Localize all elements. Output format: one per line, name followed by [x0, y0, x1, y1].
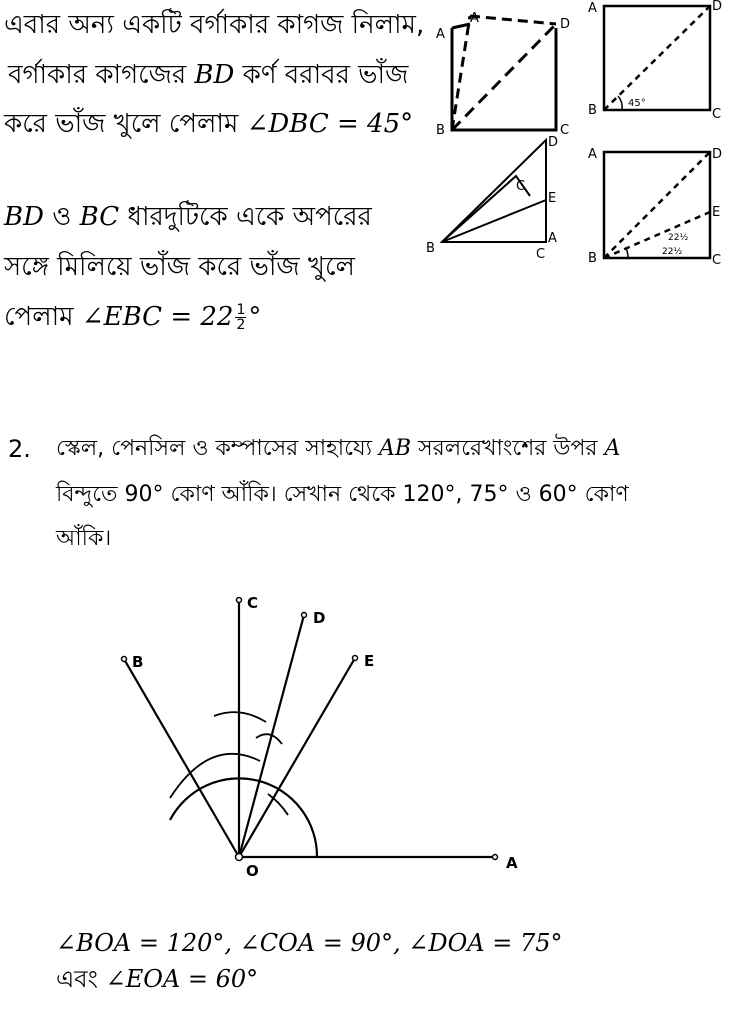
point-c [237, 598, 242, 603]
para2-sym-bc: BC [79, 202, 120, 232]
fig-b-label-a: A [588, 1, 597, 16]
para2-line1 [4, 200, 372, 234]
fig-square-bisected [588, 146, 723, 268]
label-d: D [313, 609, 326, 627]
label-b: B [132, 653, 144, 671]
frac-num: 1 [236, 302, 246, 318]
fig-folded-triangle [424, 130, 584, 260]
result-line2-pre: এবং [56, 965, 98, 993]
compass-arc-main [170, 778, 317, 857]
item2-line1-pre: স্কেল, পেনসিল ও কম্পাসের সাহায্যে [56, 436, 373, 461]
fig-c-label-c-bottom: C [536, 247, 546, 262]
frac-den: 2 [236, 317, 246, 333]
label-e: E [364, 652, 375, 670]
fig-d-label-c: C [712, 253, 722, 268]
point-d [302, 613, 307, 618]
result-line1: ∠BOA = 120°, ∠COA = 90°, ∠DOA = 75° [56, 929, 563, 957]
para2-line3 [4, 300, 261, 334]
para2-sym-bd: BD [4, 202, 44, 232]
item2-line1-sym2: A [604, 436, 621, 461]
para2-line2 [4, 250, 355, 284]
label-c: C [247, 594, 259, 612]
ray-oe [239, 658, 355, 857]
para2-line1-mid: ও [52, 202, 72, 232]
label-o: O [246, 862, 259, 880]
fig-b-label-d: D [712, 0, 723, 14]
fraction-half [235, 303, 246, 332]
fig-d-angle2: 22½ [662, 247, 683, 257]
para1-line3 [4, 107, 413, 141]
item2-line3: আঁকি। [56, 526, 112, 551]
fig-d-angle1: 22½ [668, 233, 689, 243]
fig-b-label-b: B [588, 103, 597, 118]
item2-line1-sym: AB [379, 436, 412, 461]
item2-line1-mid: সরলরেখাংশের উপর [418, 436, 598, 461]
fig-c-label-a: A [548, 231, 557, 246]
fig-d-label-b: B [588, 251, 597, 266]
label-a: A [506, 854, 518, 872]
para2-line2-text: সঙ্গে মিলিয়ে ভাঁজ করে ভাঁজ খুলে [4, 252, 355, 282]
para1-line3-math: ∠DBC = 45° [246, 109, 414, 139]
para1-line2-pre: বর্গাকার কাগজের [8, 60, 187, 90]
para1-line3-pre: করে ভাঁজ খুলে পেলাম [4, 109, 239, 139]
fig-a-label-d: D [560, 17, 571, 32]
fig-d-label-a: A [588, 147, 597, 162]
fig-a-label-a1: A [436, 27, 445, 42]
item2-line1 [56, 432, 620, 466]
fig-c-label-c-top: C [516, 179, 526, 194]
fig-b-label-c: C [712, 107, 722, 122]
para1-line2-sym: BD [194, 60, 235, 90]
item2-line2: বিন্দুতে 90° কোণ আঁকি। সেখান থেকে 120°, 75° ও 60° কোণ [56, 482, 629, 507]
fig-d-label-e: E [712, 205, 721, 220]
point-a [493, 855, 498, 860]
para1-line2 [8, 58, 408, 92]
fig-c-label-d: D [548, 135, 559, 150]
point-b [122, 657, 127, 662]
para2-line3-math: ∠EBC = 22 [81, 302, 234, 332]
result-line2 [56, 962, 258, 996]
para2-line1-post: ধারদুটিকে একে অপরের [127, 202, 372, 232]
para1-line1-text: এবার অন্য একটি বর্গাকার কাগজ নিলাম, [4, 10, 425, 40]
fig-a-label-c: C [560, 123, 570, 138]
para1-line1 [4, 8, 424, 42]
point-o [236, 854, 243, 861]
fig-a-label-a2: A [470, 11, 479, 26]
angle-construction-diagram [110, 586, 530, 886]
result-line2-math: ∠EOA = 60° [105, 965, 259, 993]
fig-b-angle: 45° [628, 98, 646, 109]
fig-a-label-b: B [436, 123, 445, 138]
fig-folded-square [430, 2, 590, 138]
item2-number: 2. [8, 435, 31, 463]
fig-d-label-d: D [712, 147, 723, 162]
degree-sign: ° [248, 302, 262, 332]
fig-c-label-e: E [548, 191, 557, 206]
fig-c-label-b: B [426, 241, 435, 256]
compass-arc-60 [268, 794, 288, 815]
para2-line3-pre: পেলাম [4, 302, 74, 332]
fig-square-diagonal [588, 0, 723, 122]
point-e [353, 656, 358, 661]
para1-line2-post: কর্ণ বরাবর ভাঁজ [242, 60, 409, 90]
ray-ob [124, 659, 239, 857]
